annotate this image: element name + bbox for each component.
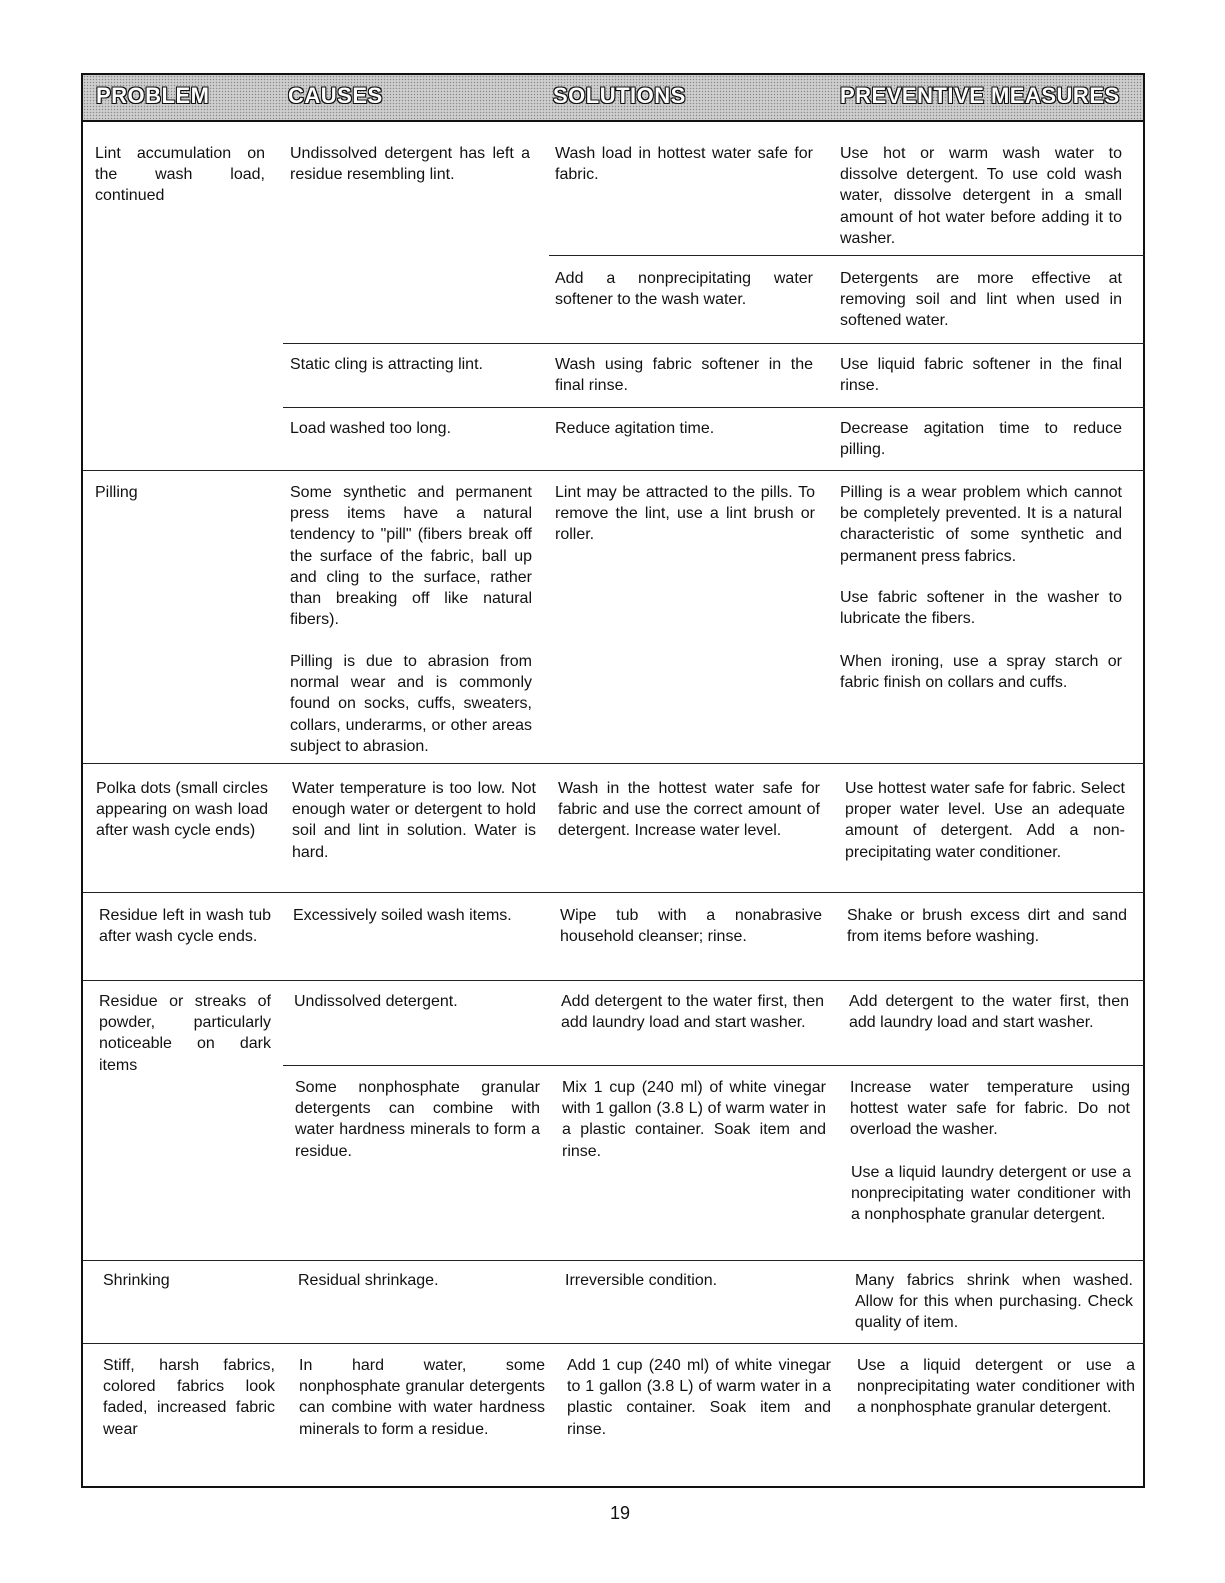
problem-cell: Polka dots (small circles appearing on wash load after wash cycle ends) [96, 780, 268, 840]
solution-cell: Mix 1 cup (240 ml) of white vinegar with 1 gallon (3.8 L) of warm water in a plastic container. Soak item and rinse. [562, 1079, 826, 1160]
problem-cell: Residue left in wash tub after wash cycle ends. [99, 907, 271, 946]
header-preventive-measures: PREVENTIVE MEASURES [840, 83, 1120, 108]
solution-cell: Add detergent to the water first, then add laundry load and start washer. [561, 993, 824, 1032]
solution-cell: Add 1 cup (240 ml) of white vinegar to 1 gallon (3.8 L) of warm water in a plastic container. Soak item and rinse. [567, 1357, 831, 1438]
solution-cell: Lint may be attracted to the pills. To remove the lint, use a lint brush or roller. [555, 484, 815, 544]
solution-cell: Add a nonprecipitating water softener to the wash water. [555, 270, 813, 309]
prevention-cell: Pilling is a wear problem which cannot be completely prevented. It is a natural characteristic of some synthetic and permanent press fabrics. [840, 484, 1122, 565]
row-divider [549, 255, 1145, 256]
row-divider [83, 763, 1145, 764]
header-solutions: SOLUTIONS [553, 83, 686, 108]
row-divider [83, 1343, 1145, 1344]
solution-cell: Reduce agitation time. [555, 420, 715, 437]
cause-cell: Undissolved detergent. [294, 993, 458, 1010]
cause-cell: Static cling is attracting lint. [290, 356, 483, 373]
row-divider [83, 980, 1145, 981]
cause-cell: Undissolved detergent has left a residue resembling lint. [290, 145, 530, 184]
cause-cell: Some nonphosphate granular detergents can combine with water hardness minerals to form a residue. [295, 1079, 540, 1160]
row-divider [83, 1260, 1145, 1261]
prevention-cell: Use liquid fabric softener in the final rinse. [840, 356, 1122, 395]
problem-cell: Pilling [95, 484, 138, 501]
prevention-cell: Use fabric softener in the washer to lubricate the fibers. [840, 589, 1122, 628]
prevention-cell: Shake or brush excess dirt and sand from items before washing. [847, 907, 1127, 946]
troubleshooting-table [81, 73, 1145, 1488]
prevention-cell: Use a liquid laundry detergent or use a nonprecipitating water conditioner with a nonphosphate granular detergent. [851, 1164, 1131, 1224]
cause-cell: Residual shrinkage. [298, 1272, 439, 1289]
header-problem: PROBLEM [96, 83, 210, 108]
cause-cell: Water temperature is too low. Not enough water or detergent to hold soil and lint in solution. Water is hard. [292, 780, 536, 861]
prevention-cell: When ironing, use a spray starch or fabric finish on collars and cuffs. [840, 653, 1122, 692]
row-divider [83, 470, 1145, 471]
table-header [83, 75, 1143, 122]
prevention-cell: Use hot or warm wash water to dissolve detergent. To use cold wash water, dissolve detergent in a small amount of hot water before adding it to washer. [840, 145, 1122, 247]
row-divider [283, 1065, 1145, 1066]
prevention-cell: Detergents are more effective at removing soil and lint when used in softened water. [840, 270, 1122, 330]
problem-cell: Stiff, harsh fabrics, colored fabrics look faded, increased fabric wear [103, 1357, 275, 1438]
page-number: 19 [609, 1503, 631, 1523]
solution-cell: Wipe tub with a nonabrasive household cleanser; rinse. [560, 907, 822, 946]
solution-cell: Irreversible condition. [565, 1272, 718, 1289]
prevention-cell: Use a liquid detergent or use a nonprecipitating water conditioner with a nonphosphate granular detergent. [857, 1357, 1135, 1417]
solution-cell: Wash load in hottest water safe for fabric. [555, 145, 813, 184]
cause-cell: Pilling is due to abrasion from normal wear and is commonly found on socks, cuffs, sweaters, collars, underarms, or other areas subject to abrasion. [290, 653, 532, 755]
prevention-cell: Decrease agitation time to reduce pilling. [840, 420, 1122, 459]
prevention-cell: Add detergent to the water first, then add laundry load and start washer. [849, 993, 1129, 1032]
prevention-cell: Use hottest water safe for fabric. Select proper water level. Use an adequate amount of detergent. Add a non-precipitating water conditioner. [845, 780, 1125, 861]
problem-cell: Residue or streaks of powder, particularly noticeable on dark items [99, 993, 271, 1074]
solution-cell: Wash in the hottest water safe for fabric and use the correct amount of detergent. Increase water level. [558, 780, 820, 840]
cause-cell: Some synthetic and permanent press items have a natural tendency to "pill" (fibers break off the surface of the fabric, ball up and cling to the surface, rather than breaking off like natural fibers). [290, 484, 532, 629]
cause-cell: Excessively soiled wash items. [293, 907, 512, 924]
row-divider [283, 407, 1145, 408]
row-divider [283, 343, 1145, 344]
solution-cell: Wash using fabric softener in the final rinse. [555, 356, 813, 395]
prevention-cell: Many fabrics shrink when washed. Allow for this when purchasing. Check quality of item. [855, 1272, 1133, 1332]
prevention-cell: Increase water temperature using hottest water safe for fabric. Do not overload the washer. [850, 1079, 1130, 1139]
row-divider [83, 892, 1145, 893]
cause-cell: Load washed too long. [290, 420, 452, 437]
problem-cell: Lint accumulation on the wash load, continued [95, 145, 265, 205]
header-causes: CAUSES [288, 83, 383, 108]
problem-cell: Shrinking [103, 1272, 170, 1289]
cause-cell: In hard water, some nonphosphate granular detergents can combine with water hardness minerals to form a residue. [299, 1357, 545, 1438]
